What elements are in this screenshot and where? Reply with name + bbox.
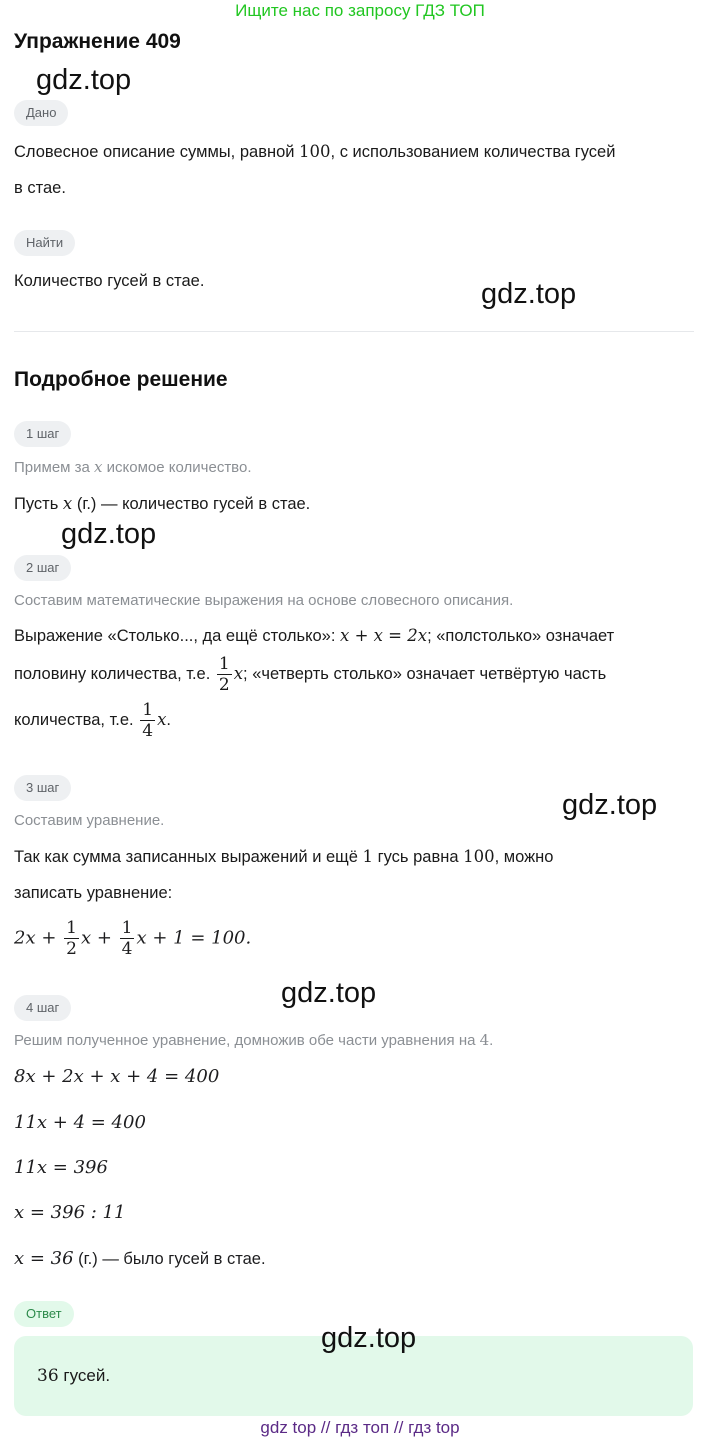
step-2-line-3: количества, т.е. $\frac{1}{4}$ x. xyxy=(14,700,171,741)
step-4-hint: Решим полученное уравнение, домножив обе части уравнения на 4. xyxy=(14,1031,494,1049)
answer-badge-wrap xyxy=(14,1301,74,1327)
watermark: gdz.top xyxy=(481,278,577,310)
step-2-line-1: Выражение «Столько..., да ещё столько»: x + x = 2x; «полстолько» означает xyxy=(14,626,615,645)
step-3-line-1: Так как сумма записанных выражений и ещё 1 гусь равна 100, можно xyxy=(14,847,554,866)
find-badge: Найти xyxy=(14,230,75,256)
step-4-eq-1: 8x + 2x + x + 4 = 400 xyxy=(14,1066,220,1087)
step-4-badge-wrap xyxy=(14,995,71,1021)
step-badge: 3 шаг xyxy=(14,775,71,801)
search-banner: Ищите нас по запросу ГДЗ ТОП xyxy=(235,1,485,20)
given-text: Словесное описание суммы, равной 100, с использованием количества гусей в стае. xyxy=(14,142,616,197)
given-section xyxy=(14,100,68,126)
exercise-title: Упражнение 409 xyxy=(14,30,181,53)
step-1-hint: Примем за x искомое количество. xyxy=(14,458,252,476)
step-4-eq-5: x = 36 (г.) — было гусей в стае. xyxy=(14,1248,266,1269)
fraction: $\frac{1}{2}$ xyxy=(218,654,230,695)
step-1-badge-wrap xyxy=(14,421,71,447)
step-4-eq-3: 11x = 396 xyxy=(14,1157,108,1178)
answer-badge: Ответ xyxy=(14,1301,74,1327)
watermark: gdz.top xyxy=(562,789,658,821)
step-1-text: Пусть x (г.) — количество гусей в стае. xyxy=(14,494,311,513)
step-badge: 4 шаг xyxy=(14,995,71,1021)
step-3-badge-wrap xyxy=(14,775,71,801)
step-badge: 2 шаг xyxy=(14,555,71,581)
find-text: Количество гусей в стае. xyxy=(14,272,205,290)
answer-text: 36 гусей. xyxy=(37,1366,111,1386)
watermark: gdz.top xyxy=(36,64,132,96)
given-badge: Дано xyxy=(14,100,68,126)
watermark: gdz.top xyxy=(281,977,377,1009)
step-3-line-2: записать уравнение: xyxy=(14,884,173,902)
fraction: $\frac{1}{4}$ xyxy=(121,918,133,959)
watermark: gdz.top xyxy=(321,1322,417,1354)
step-3-equation: 2x + $\frac{1}{2}$ x + $\frac{1}{4}$ x + 1 = 100. xyxy=(14,918,252,959)
fraction: $\frac{1}{4}$ xyxy=(142,700,154,741)
step-2-hint: Составим математические выражения на основе словесного описания. xyxy=(14,592,514,609)
divider xyxy=(14,331,694,332)
footer-links: gdz top // гдз топ // гдз top xyxy=(260,1418,460,1437)
find-section xyxy=(14,230,75,256)
fraction: $\frac{1}{2}$ xyxy=(66,918,77,959)
step-3-hint: Составим уравнение. xyxy=(14,812,165,829)
step-2-badge-wrap xyxy=(14,555,71,581)
step-badge: 1 шаг xyxy=(14,421,71,447)
watermark: gdz.top xyxy=(61,518,157,550)
step-4-eq-2: 11x + 4 = 400 xyxy=(14,1112,146,1133)
solution-title: Подробное решение xyxy=(14,368,228,391)
step-4-eq-4: x = 396 : 11 xyxy=(14,1202,126,1223)
step-2-line-2: половину количества, т.е. $\frac{1}{2}$ x; «четверть столько» означает четвёртую часть xyxy=(14,654,607,695)
